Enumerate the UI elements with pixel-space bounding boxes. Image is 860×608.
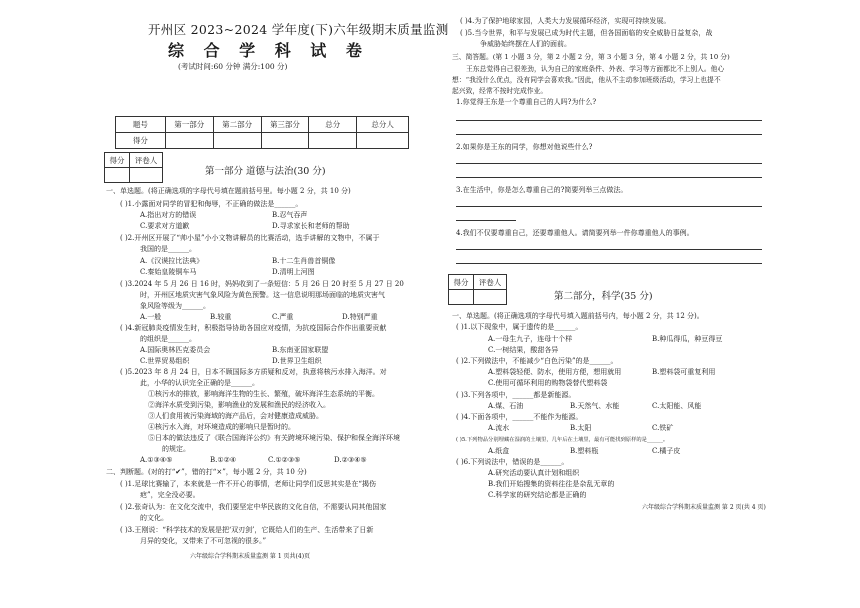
score-cell[interactable] bbox=[309, 133, 357, 149]
s3-option-a: A.煤、石油 bbox=[488, 402, 524, 410]
s4-option-a: A.流水 bbox=[488, 424, 510, 432]
score-header-cell: 总分 bbox=[309, 117, 357, 133]
q5-option-c: C.①②③⑤ bbox=[268, 456, 301, 464]
grader-box bbox=[104, 152, 163, 183]
s6-option-c: C.科学家的研究结论都是正确的 bbox=[488, 491, 587, 499]
science-q1: ( )1.以下现象中，属于遗传的是______。 bbox=[456, 323, 583, 331]
q3-option-a: A.一般 bbox=[140, 313, 162, 321]
q5-statement-2: ②海洋水质受到污染，影响渔业的发展和渔民的经济收入。 bbox=[148, 401, 330, 409]
part2-heading: 第二部分，科学(35 分) bbox=[554, 291, 653, 302]
judge-2-cont: 的文化。 bbox=[140, 514, 168, 522]
answer-q4: 4.我们不仅要尊重自己，还要尊重他人。请简要列举一件你尊重他人的事例。 bbox=[456, 229, 694, 237]
q5-statement-4: ④核污水入海，对环境造成的影响只是暂时的。 bbox=[148, 423, 295, 431]
q5-statement-5-cont: 的规定。 bbox=[162, 445, 190, 453]
science-intro: 一、单选题。(将正确选项的字母代号填入题前括号内，每小题 2 分，共 12 分)。 bbox=[452, 312, 704, 320]
right-page bbox=[430, 0, 860, 608]
question-2: ( )2.开州区开展了“帅小星”小小文物讲解员的比赛活动，选手讲解的文物中，不属于 bbox=[120, 234, 380, 242]
score-table bbox=[115, 116, 409, 149]
science-q4: ( )4.下面各项中，______不能作为能源。 bbox=[456, 413, 583, 421]
q5-option-d: D.②③④⑤ bbox=[334, 456, 367, 464]
q2-option-d: D.清明上河图 bbox=[272, 268, 315, 276]
s6-option-b: B.我们开始搜集的资料往往是杂乱无章的 bbox=[488, 480, 615, 488]
answer-line[interactable] bbox=[456, 134, 762, 135]
s6-option-a: A.研究活动要认真计划和组织 bbox=[488, 469, 580, 477]
q1-option-a: A.指出对方的错误 bbox=[140, 211, 197, 219]
judge-3: ( )3.王刚说：“科学技术的发展是把‘双刃剑’，它既给人们的生产、生活带来了日新 bbox=[120, 526, 374, 534]
judge-5: ( )5.当今世界，和平与发展已成为时代主题，但各国面临的安全威胁日益复杂，战 bbox=[460, 29, 713, 37]
q4-option-a: A.国际奥林匹克委员会 bbox=[140, 346, 211, 354]
q5-statement-3: ③人们食用被污染海域的海产品后，会对健康造成威胁。 bbox=[148, 412, 323, 420]
answer-line[interactable] bbox=[456, 220, 516, 221]
q1-option-b: B.忍气吞声 bbox=[272, 211, 308, 219]
q5-option-b: B.①②④ bbox=[210, 456, 237, 464]
q4-option-b: B.东南亚国家联盟 bbox=[272, 346, 329, 354]
q5-statement-5: ⑤日本的做法违反了《联合国海洋公约》有关跨境环境污染、保护和保全海洋环境 bbox=[148, 434, 400, 442]
exam-subtitle: 综 合 学 科 试 卷 bbox=[168, 41, 369, 60]
q4-option-d: D.世界卫生组织 bbox=[272, 357, 322, 365]
s2-option-a: A.塑料袋轻便、防水，使用方便，想用就用 bbox=[488, 368, 622, 376]
science-q3: ( )3.下列各项中，______都是新能源。 bbox=[456, 391, 576, 399]
q3-option-c: C.严重 bbox=[272, 313, 294, 321]
grader-name-cell[interactable] bbox=[474, 290, 507, 305]
q2-option-c: C.秦始皇陵铜车马 bbox=[140, 268, 197, 276]
answer-q1: 1.你觉得王东是一个尊重自己的人吗?为什么? bbox=[456, 98, 597, 106]
answer-line[interactable] bbox=[456, 120, 762, 121]
judge-2: ( )2.张奇认为：在文化交流中，我们要坚定中华民族的文化自信，不需要认同其他国家 bbox=[120, 503, 387, 511]
s5-option-c: C.橘子皮 bbox=[652, 447, 681, 455]
story-line-1: 王东总觉得自己很差劲，认为自己的家庭条件、外表、学习等方面都比不上别人。他心 bbox=[466, 65, 725, 73]
question-1: ( )1.小露面对同学的冒犯和侮辱，不正确的做法是______。 bbox=[120, 200, 303, 208]
answer-q2: 2.如果你是王东的同学，你想对他说些什么? bbox=[456, 143, 593, 151]
score-cell[interactable] bbox=[165, 133, 213, 149]
q1-option-c: C.要求对方道歉 bbox=[140, 222, 190, 230]
q3-option-b: B.较重 bbox=[210, 313, 232, 321]
s2-option-c: C.使用可循环利用的购物袋替代塑料袋 bbox=[488, 379, 608, 387]
q5-option-a: A.①③④⑤ bbox=[140, 456, 173, 464]
q2-option-a: A.《汉谟拉比法典》 bbox=[140, 257, 204, 265]
s3-option-c: C.太阳能、风能 bbox=[652, 402, 702, 410]
score-header-cell: 第二部分 bbox=[213, 117, 261, 133]
grader-score-cell[interactable] bbox=[449, 290, 474, 305]
s5-option-a: A.纸盒 bbox=[488, 447, 510, 455]
answer-line[interactable] bbox=[456, 177, 762, 178]
question-4-cont: 的组织是______。 bbox=[140, 335, 196, 343]
judge-1-cont: 疤”，完全没必要。 bbox=[140, 491, 200, 499]
grader-name-cell[interactable] bbox=[130, 168, 163, 183]
answer-q3: 3.在生活中，你是怎么尊重自己的?简要列举三点做法。 bbox=[456, 186, 628, 194]
score-table-row bbox=[116, 133, 409, 149]
answer-line[interactable] bbox=[456, 163, 762, 164]
score-header-cell: 第一部分 bbox=[165, 117, 213, 133]
q4-option-c: C.世界贸易组织 bbox=[140, 357, 190, 365]
q3-option-d: D.特别严重 bbox=[342, 313, 378, 321]
s4-option-b: B.太阳 bbox=[570, 424, 592, 432]
s5-option-b: B.塑料瓶 bbox=[570, 447, 599, 455]
judge-5-cont: 争威胁始终摆在人们的面前。 bbox=[480, 40, 571, 48]
science-q6: ( )6.下列说法中，错误的是______。 bbox=[456, 458, 569, 466]
q5-statement-1: ①核污水的排放，影响海洋生物的生长、繁殖，破坏海洋生态系统的平衡。 bbox=[148, 390, 379, 398]
grader-box bbox=[448, 274, 507, 305]
exam-title: 开州区 2023~2024 学年度(下)六年级期末质量监测 bbox=[148, 22, 449, 37]
answer-line[interactable] bbox=[456, 206, 762, 207]
question-3-cont1: 时，开州区地质灾害气象风险为黄色预警。这一信息说明那场面临的地质灾害气 bbox=[140, 291, 385, 299]
answer-line[interactable] bbox=[456, 263, 762, 264]
s1-option-a: A.一母生九子，连母十个样 bbox=[488, 335, 573, 343]
question-3: ( )3.2024 年 5 月 26 日 16 时，妈妈收到了一条短信：5 月 26 日 20 时至 5 月 27 日 20 bbox=[120, 280, 404, 288]
question-5: ( )5.2023 年 8 月 24 日，日本不顾国际多方质疑和反对，执意将核污水排入海洋。对 bbox=[120, 368, 387, 376]
s1-option-b: B.种瓜得瓜，种豆得豆 bbox=[652, 335, 723, 343]
grader-score-cell[interactable] bbox=[105, 168, 130, 183]
single-choice-intro: 一、单选题。(将正确选项的字母代号填在题前括号里。每小题 2 分，共 10 分) bbox=[106, 187, 351, 195]
question-4: ( )4.新冠肺炎疫情发生时，积极指导协助各国应对疫情，为抗疫国际合作作出重要贡献 bbox=[120, 324, 387, 332]
answer-line[interactable] bbox=[456, 249, 762, 250]
judge-1: ( )1.足球比赛输了，本来就是一件不开心的事情，老师让同学们反思其实是在“揭伤 bbox=[120, 480, 376, 488]
s1-option-c: C.一树结果，酸甜各异 bbox=[488, 346, 559, 354]
story-line-3: 起兴致，经常不按时完成作业。 bbox=[452, 87, 548, 95]
score-header-cell: 总分人 bbox=[357, 117, 409, 133]
science-q2: ( )2.下列做法中，不能减少“白色污染”的是______。 bbox=[456, 357, 618, 365]
score-header-cell: 题号 bbox=[116, 117, 166, 133]
grader-score-label: 得分 bbox=[105, 153, 130, 168]
s2-option-b: B.塑料袋可重复利用 bbox=[652, 368, 716, 376]
question-5-cont: 此，小华的认识完全正确的是______。 bbox=[140, 379, 259, 387]
q2-option-b: B.十二生肖兽首铜像 bbox=[272, 257, 336, 265]
s3-option-b: B.天然气、水能 bbox=[570, 402, 620, 410]
judge-intro: 二、判断题。(对的打“✔”，错的打“×”，每小题 2 分，共 10 分) bbox=[106, 468, 307, 476]
s4-option-c: C.铁矿 bbox=[652, 424, 674, 432]
score-table-header bbox=[116, 117, 409, 133]
score-row-label: 得分 bbox=[116, 133, 166, 149]
score-cell[interactable] bbox=[261, 133, 309, 149]
score-cell[interactable] bbox=[357, 133, 409, 149]
question-3-cont2: 象风险等级为______。 bbox=[140, 302, 210, 310]
answer-intro: 三、简答题。(第 1 小题 3 分，第 2 小题 2 分，第 3 小题 3 分，第 4 小题 2 分，共 10 分) bbox=[452, 53, 730, 61]
page-footer-2: 六年级综合学科期末质量监测 第 2 页(共 4 页) bbox=[642, 504, 766, 511]
story-line-2: 想：“我没什么优点，没有同学会喜欢我。”因此，他从不主动参加班级活动，学习上也提不 bbox=[452, 76, 721, 84]
question-2-cont: 我国的是______。 bbox=[140, 245, 196, 253]
grader-name-label: 评卷人 bbox=[130, 153, 163, 168]
grader-score-label: 得分 bbox=[449, 275, 474, 290]
science-q5: ( )5.下列物品分别埋藏在湿润的土壤里，几年后在土壤里，最有可能找到原样的是______。 bbox=[456, 437, 669, 443]
judge-3-cont: 月异的变化，又带来了不可忽视的很多。” bbox=[140, 537, 267, 545]
q1-option-d: D.寻求家长和老师的帮助 bbox=[272, 222, 350, 230]
part1-heading: 第一部分 道德与法治(30 分) bbox=[205, 166, 326, 177]
grader-name-label: 评卷人 bbox=[474, 275, 507, 290]
score-cell[interactable] bbox=[213, 133, 261, 149]
exam-info: (考试时间:60 分钟 满分:100 分) bbox=[178, 62, 288, 71]
judge-4: ( )4.为了保护地球家园，人类大力发展循环经济，实现可持续发展。 bbox=[460, 17, 671, 25]
score-header-cell: 第三部分 bbox=[261, 117, 309, 133]
page-footer-1: 六年级综合学科期末质量监测 第 1 页共(4)页 bbox=[190, 553, 311, 560]
